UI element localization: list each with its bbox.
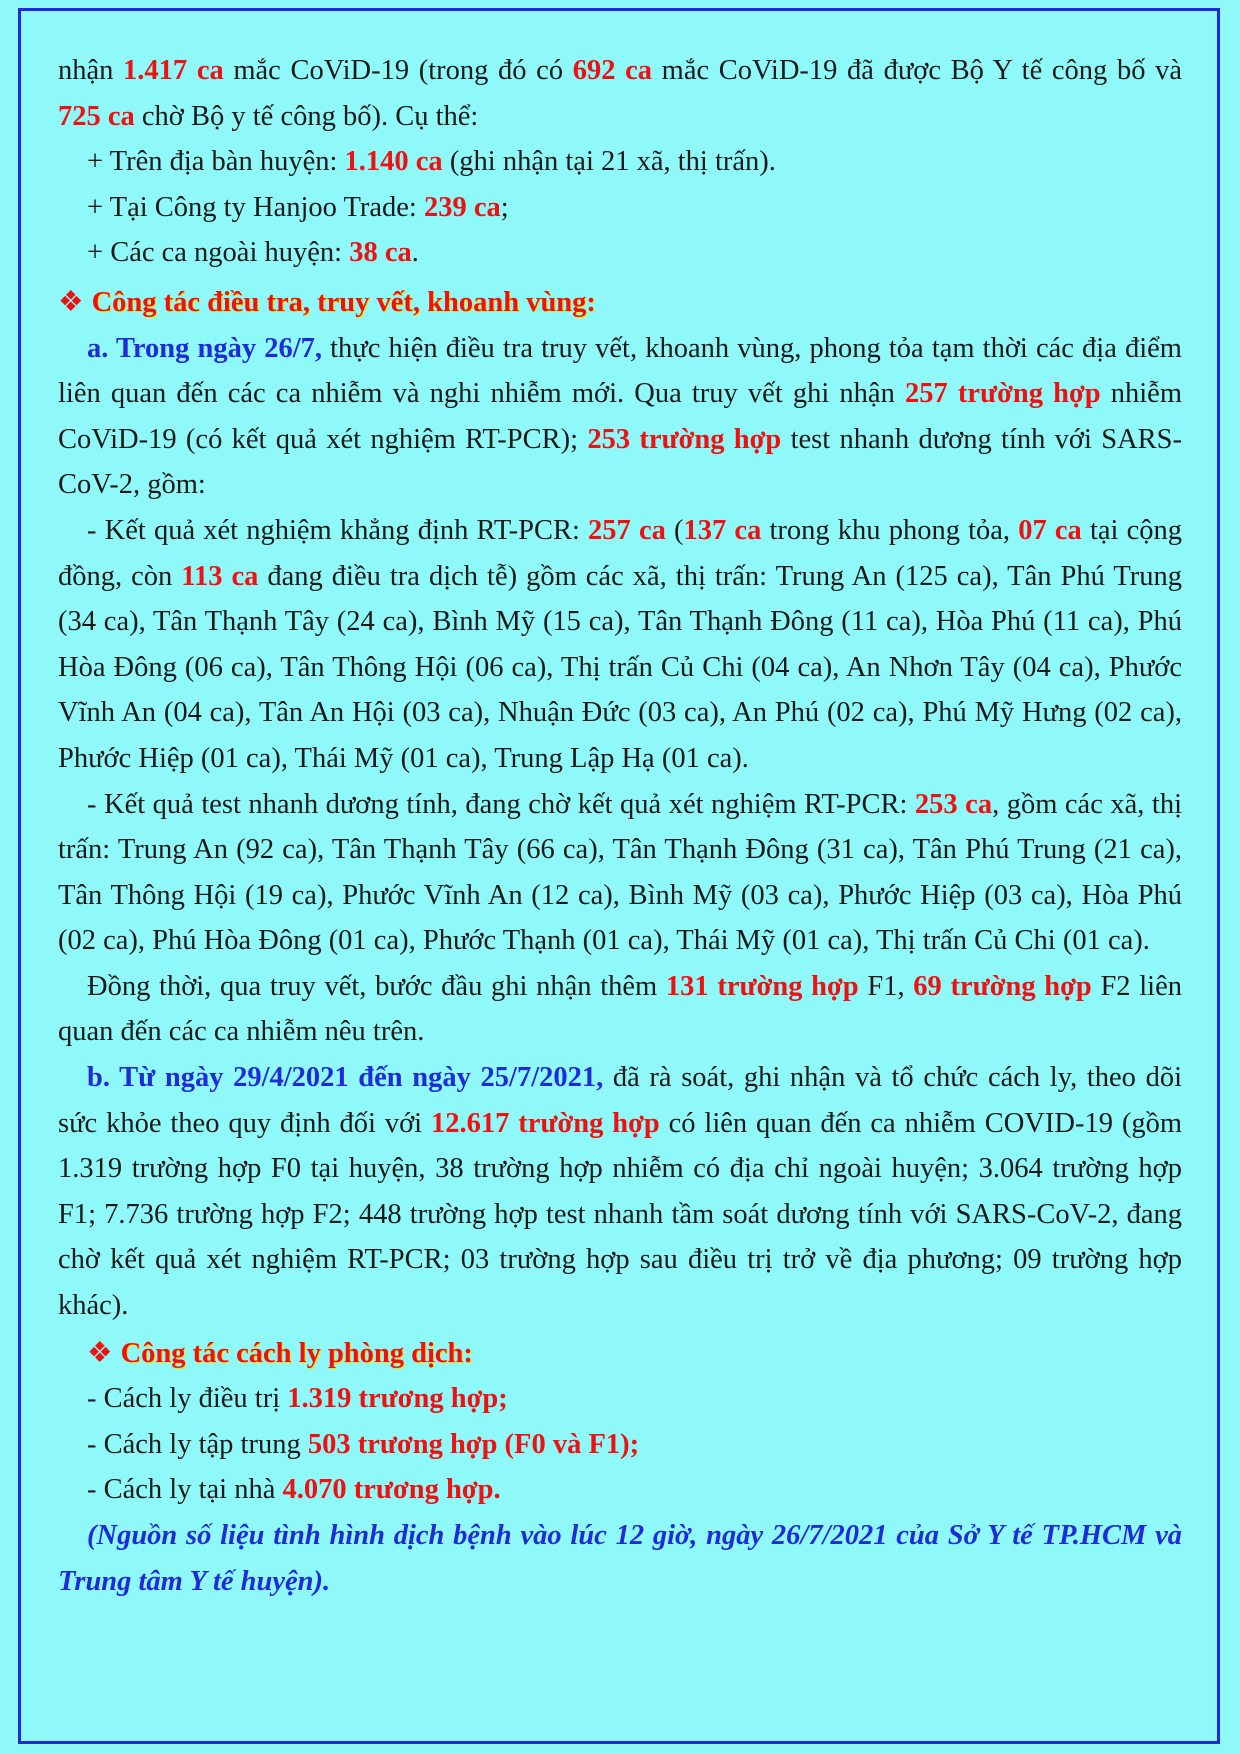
diamond-bullet-icon: ❖ (58, 286, 84, 318)
total-cases: 1.417 ca (123, 55, 224, 86)
paragraph-b: b. Từ ngày 29/4/2021 đến ngày 25/7/2021, đã rà soát, ghi nhận và tổ chức cách ly, theo dõi sức khỏe theo quy định đối với 12.617 trường hợp có liên quan đến ca nhiễm COVID-19 (gồm 1.319 trường hợp F0 tại huyện, 38 trường hợp nhiễm có địa chỉ ngoài huyện; 3.064 trường hợp F1; 7.736 trường hợp F2; 448 trường hợp test nhanh tầm soát dương tính với SARS-CoV-2, đang chờ kết quả xét nghiệm RT-PCR; 03 trường hợp sau điều trị trở về địa phương; 09 trường hợp khác). (58, 1062, 1182, 1322)
quarantine-item: - Cách ly tại nhà 4.070 trương hợp. (87, 1474, 501, 1506)
intro-paragraph: nhận 1.417 ca mắc CoViD-19 (trong đó có 692 ca mắc CoViD-19 đã được Bộ Y tế công bố và 725 ca chờ Bộ y tế công bố). Cụ thể: (58, 55, 1182, 132)
paragraph-a: a. Trong ngày 26/7, thực hiện điều tra truy vết, khoanh vùng, phong tỏa tạm thời các địa điểm liên quan đến các ca nhiễm và nghi nhiễm mới. Qua truy vết ghi nhận 257 trường hợp nhiễm CoViD-19 (có kết quả xét nghiệm RT-PCR); 253 trường hợp test nhanh dương tính với SARS-CoV-2, gồm: (58, 332, 1182, 501)
paragraph-rapid-test: - Kết quả test nhanh dương tính, đang chờ kết quả xét nghiệm RT-PCR: 253 ca, gồm các xã, thị trấn: Trung An (92 ca), Tân Thạnh Tây (66 ca), Tân Thạnh Đông (31 ca), Tân Phú Trung (21 ca), Tân Thông Hội (19 ca), Phước Vĩnh An (12 ca), Bình Mỹ (03 ca), Phước Hiệp (03 ca), Hòa Phú (02 ca), Phú Hòa Đông (01 ca), Phước Thạnh (01 ca), Thái Mỹ (01 ca), Thị trấn Củ Chi (01 ca). (58, 788, 1182, 957)
paragraph-rtpcr: - Kết quả xét nghiệm khẳng định RT-PCR: 257 ca (137 ca trong khu phong tỏa, 07 ca tại cộng đồng, còn 113 ca đang điều tra dịch tễ) gồm các xã, thị trấn: Trung An (125 ca), Tân Phú Trung (34 ca), Tân Thạnh Tây (24 ca), Bình Mỹ (15 ca), Tân Thạnh Đông (11 ca), Hòa Phú (11 ca), Phú Hòa Đông (06 ca), Tân Thông Hội (06 ca), Thị trấn Củ Chi (04 ca), An Nhơn Tây (04 ca), Phước Vĩnh An (04 ca), Tân An Hội (03 ca), Nhuận Đức (03 ca), An Phú (02 ca), Phú Mỹ Hưng (02 ca), Phước Hiệp (01 ca), Thái Mỹ (01 ca), Trung Lập Hạ (01 ca). (58, 514, 1182, 774)
paragraph-contacts: Đồng thời, qua truy vết, bước đầu ghi nhận thêm 131 trường hợp F1, 69 trường hợp F2 liên quan đến các ca nhiễm nêu trên. (58, 970, 1182, 1048)
bullet-district: + Trên địa bàn huyện: 1.140 ca (ghi nhận tại 21 xã, thị trấn). (87, 146, 776, 178)
bullet-outside: + Các ca ngoài huyện: 38 ca. (87, 237, 419, 269)
pending-cases: 725 ca (58, 100, 135, 132)
quarantine-item: - Cách ly điều trị 1.319 trương hợp; (87, 1383, 508, 1415)
document-body (58, 48, 1182, 1604)
quarantine-item: - Cách ly tập trung 503 trương hợp (F0 và F1); (87, 1428, 640, 1460)
section-heading-quarantine: ❖ Công tác cách ly phòng dịch: (87, 1337, 473, 1369)
bullet-company: + Tại Công ty Hanjoo Trade: 239 ca; (87, 191, 509, 223)
source-note: (Nguồn số liệu tình hình dịch bệnh vào lúc 12 giờ, ngày 26/7/2021 của Sở Y tế TP.HCM và Trung tâm Y tế huyện). (58, 1520, 1182, 1597)
diamond-bullet-icon: ❖ (87, 1337, 113, 1369)
section-heading-investigation: ❖ Công tác điều tra, truy vết, khoanh vùng: (58, 286, 596, 318)
announced-cases: 692 ca (572, 55, 653, 86)
